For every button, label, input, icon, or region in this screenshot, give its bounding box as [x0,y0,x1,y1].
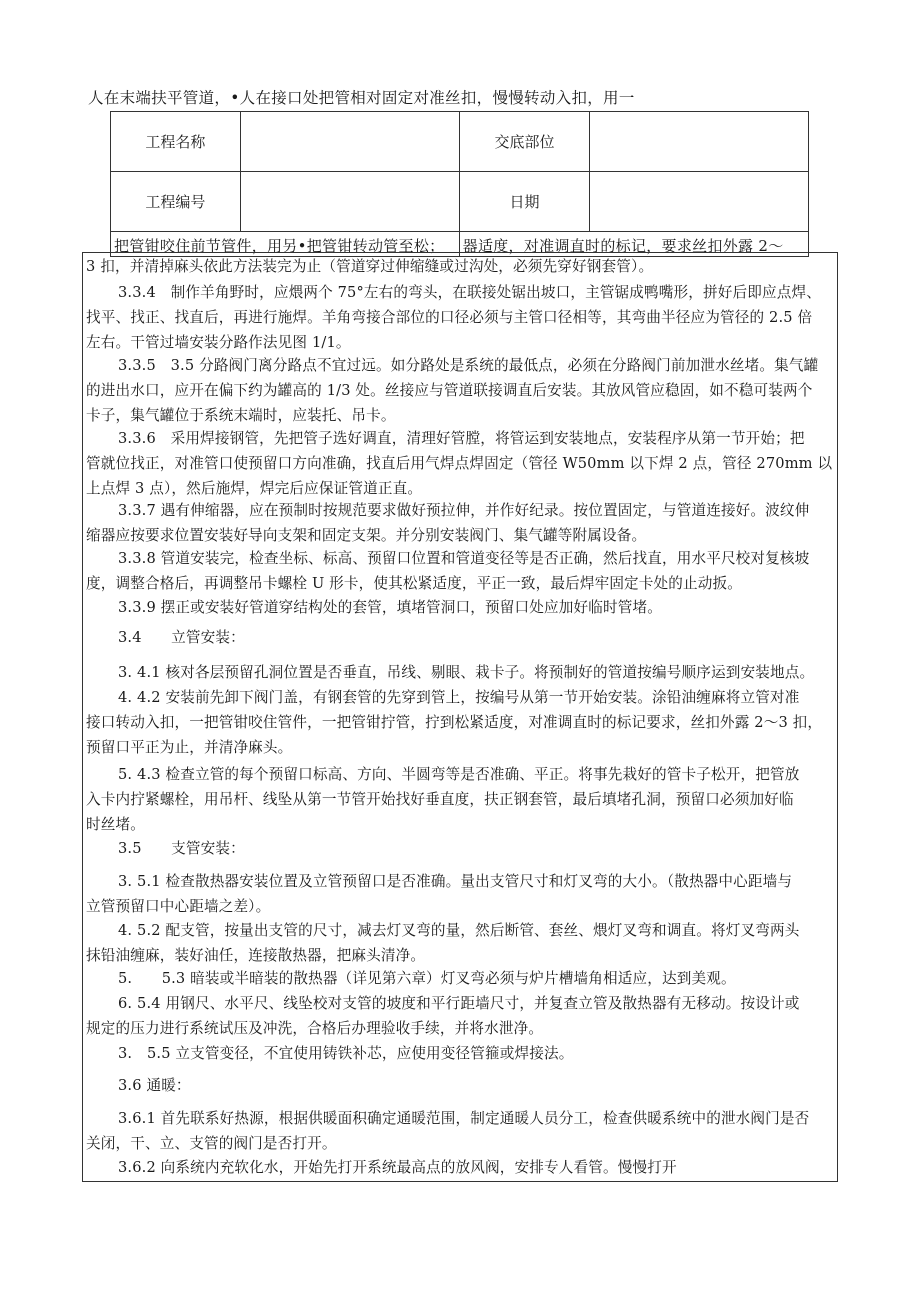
text-line: 卡子，集气罐位于系统末端时，应装托、吊卡。 [86,407,396,424]
paragraph [86,280,834,355]
text-line: 4. 4.2 安装前先卸下阀门盖，有钢套管的先穿到管上，按编号从第一节开始安装。涂铅油缠麻将立管对准 [118,689,800,706]
project-name-value [240,112,459,172]
section-heading [86,1073,834,1098]
paragraph [86,1106,834,1156]
text-line: 缩器应按要求位置安装好导向支架和固定支架。并分别安装阀门、集气罐等附属设备。 [86,527,647,544]
text-line: 3.3.4 制作羊角野时，应煨两个 75°左右的弯头，在联接处锯出坡口，主管锯成鸭嘴形，拼好后即应点焊、 [118,284,821,301]
paragraph [86,254,834,279]
disclosure-part-label: 交底部位 [459,112,590,172]
text-line: 抹铅油缠麻，装好油任，连接散热器，把麻头清净。 [86,947,426,964]
paragraph [86,353,834,428]
paragraph [86,660,834,685]
paragraph [86,426,834,501]
text-line: 3 扣，并清掉麻头依此方法装完为止（管道穿过伸缩缝或过沟处，必须先穿好钢套管）。 [86,258,654,275]
text-line: 上点焊 3 点），然后施焊，焊完后应保证管道正直。 [86,480,423,497]
text-line: 3. 5.1 检查散热器安装位置及立管预留口是否准确。量出支管尺寸和灯叉弯的大小。（散热器中心距墙与 [118,873,793,890]
text-line: 3.4 立管安装： [118,629,245,646]
text-line: 3.6.2 向系统内充软化水，开始先打开系统最高点的放风阀，安排专人看管。慢慢打开 [118,1159,677,1176]
text-line: 3.3.8 管道安装完，检查坐标、标高、预留口位置和管道变径等是否正确，然后找直，用水平尺校对复核坡 [118,550,810,567]
continuation-text-top: 人在末端扶平管道，•人在接口处把管相对固定对准丝扣，慢慢转动入扣，用一 [88,89,635,107]
paragraph [86,685,834,760]
text-line: 3.6.1 首先联系好热源，根据供暖面积确定通暖范围，制定通暖人员分工，检查供暖系统中的泄水阀门是否 [118,1110,810,1127]
text-line: 的进出水口，应开在偏下约为罐高的 1/3 处。丝接应与管道联接调直后安装。其放风管应稳固，如不稳可装两个 [86,382,813,399]
text-line: 管就位找正，对准管口使预留口方向准确，找直后用气焊点焊固定（管径 W50mm 以下焊 2 点，管径 270mm 以 [86,455,833,472]
split-text-right: 器适度，对准调直时的标记，要求丝扣外露 2～ [459,232,808,257]
text-line: 入卡内拧紧螺栓，用吊杆、线坠从第一节管开始找好垂直度，扶正钢套管，最后填堵孔洞，预留口必须加好临 [86,791,794,808]
text-line: 3. 4.1 核对各层预留孔洞位置是否垂直，吊线、剔眼、栽卡子。将预制好的管道按编号顺序运到安装地点。 [118,664,815,681]
text-line: 接口转动入扣，一把管钳咬住管件，一把管钳拧管，拧到松紧适度，对准调直时的标记要求，丝扣外露 2～3 扣， [86,714,823,731]
text-line: 找平、找正、找直后，再进行施焊。羊角弯接合部位的口径必须与主管口径相等，其弯曲半径应为管径的 2.5 倍 [86,309,813,326]
paragraph [86,546,834,596]
text-line: 左右。干管过墙安装分路作法见图 1/1。 [86,334,351,351]
text-line: 3.5 支管安装： [118,840,245,857]
text-line: 5. 4.3 检查立管的每个预留口标高、方向、半圆弯等是否准确、平正。将事先栽好的管卡子松开，把管放 [118,766,800,783]
text-line: 时丝堵。 [86,816,145,833]
date-value [590,172,809,232]
paragraph [86,966,834,991]
section-heading [86,625,834,650]
header-table [110,111,809,257]
paragraph [86,1155,834,1180]
text-line: 3.3.9 摆正或安装好管道穿结构处的套管，填堵管洞口，预留口处应加好临时管堵。 [118,599,662,616]
project-number-value [240,172,459,232]
text-line: 3.6 通暖： [118,1077,191,1094]
text-line: 6. 5.4 用钢尺、水平尺、线坠校对支管的坡度和平行距墙尺寸，并复查立管及散热器有无移动。按设计或 [118,995,800,1012]
text-line: 规定的压力进行系统试压及冲洗，合格后办理验收手续，并将水泄净。 [86,1020,544,1037]
paragraph [86,1041,834,1066]
paragraph [86,498,834,548]
text-line: 4. 5.2 配支管，按量出支管的尺寸，减去灯叉弯的量，然后断管、套丝、煨灯叉弯和调直。将灯叉弯两头 [118,922,800,939]
paragraph [86,762,834,837]
text-line: 立管预留口中心距墙之差）。 [86,898,271,915]
text-line: 3. 5.5 立支管变径，不宜使用铸铁补芯，应使用变径管箍或焊接法。 [118,1045,574,1062]
project-number-label: 工程编号 [111,172,241,232]
paragraph [86,595,834,620]
section-heading [86,836,834,861]
project-name-label: 工程名称 [111,112,241,172]
paragraph [86,918,834,968]
split-text-left: 把管钳咬住前节管件，用另•把管钳转动管至松； [111,232,460,257]
date-label: 日期 [459,172,590,232]
text-line: 3.3.7 遇有伸缩器，应在预制时按规范要求做好预拉伸，并作好纪录。按位置固定，与管道连接好。波纹伸 [118,502,810,519]
text-line: 度，调整合格后，再调整吊卡螺栓 U 形卡，使其松紧适度，平正一致，最后焊牢固定卡处的止动扳。 [86,575,743,592]
text-line: 关闭，干、立、支管的阀门是否打开。 [86,1135,337,1152]
paragraph [86,991,834,1041]
text-line: 5. 5.3 暗装或半暗装的散热器（详见第六章）灯叉弯必须与炉片槽墙角相适应，达到美观。 [118,970,736,987]
text-line: 3.3.5 3.5 分路阀门离分路点不宜过远。如分路处是系统的最低点，必须在分路阀门前加泄水丝堵。集气罐 [118,357,819,374]
disclosure-part-value [590,112,809,172]
text-line: 预留口平正为止，并清净麻头。 [86,739,293,756]
text-line: 3.3.6 采用焊接钢管，先把管子选好调直，清理好管膛，将管运到安装地点，安装程序从第一节开始；把 [118,430,805,447]
paragraph [86,869,834,919]
